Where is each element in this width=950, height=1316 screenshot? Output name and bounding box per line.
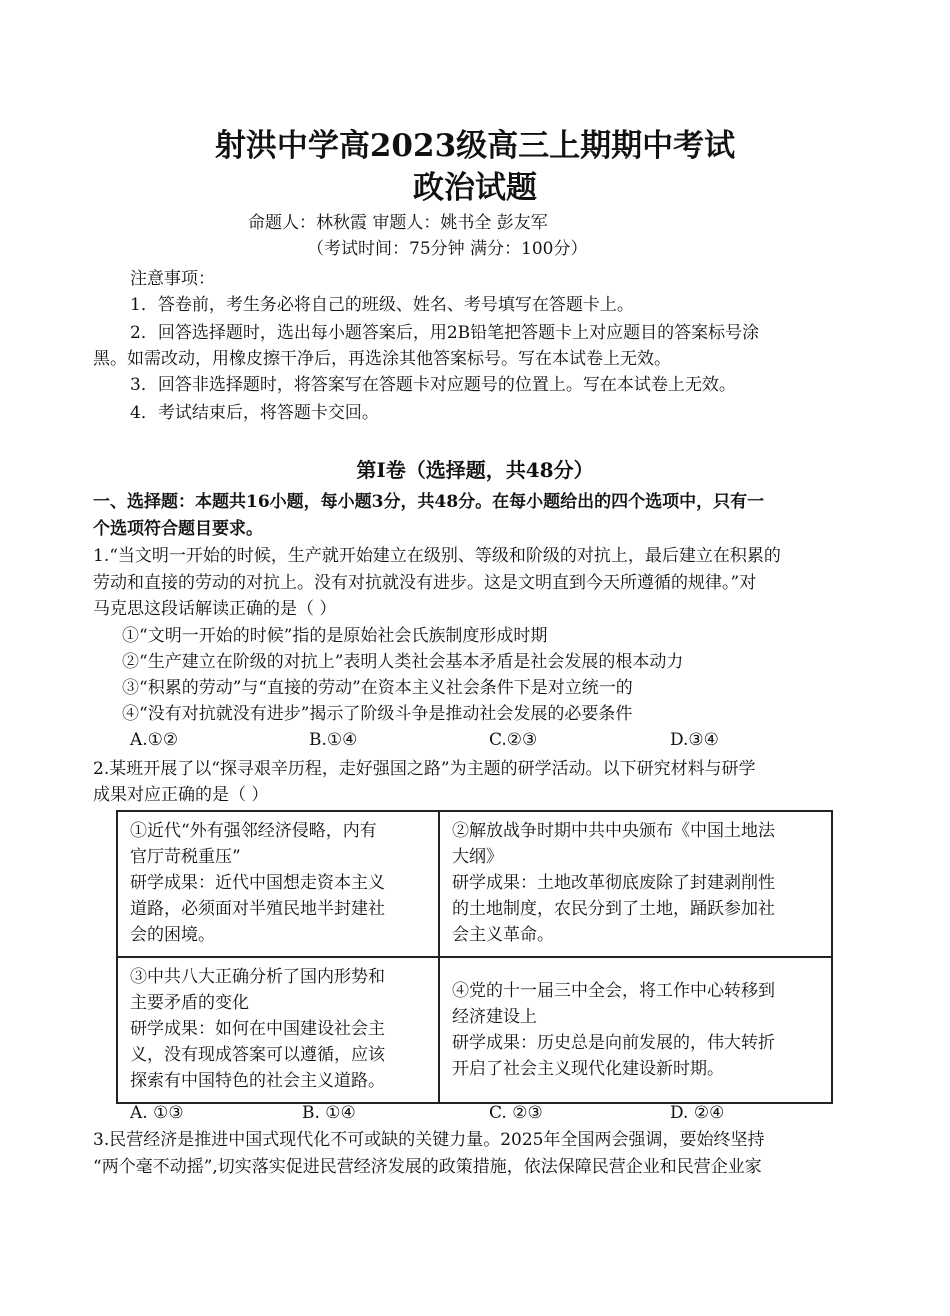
cell-text: ①近代“外有强邻经济侵略，内有 (130, 821, 377, 841)
cell-text: 研学成果：近代中国想走资本主义 (130, 873, 385, 893)
table-cell (117, 957, 439, 1103)
question-1-option-a: A.①② (130, 730, 179, 750)
notice-heading: 注意事项： (130, 269, 215, 289)
section-instruction: 一、选择题：本题共16小题，每小题3分，共48分。在每小题给出的四个选项中，只有一 (93, 492, 765, 512)
question-1-option-c: C.②③ (489, 730, 538, 750)
cell-text: 研学成果：如何在中国建设社会主 (130, 1019, 385, 1039)
exam-subject: 政治试题 (413, 170, 537, 206)
question-2-option-d: D. ②④ (670, 1103, 725, 1123)
question-2-stem: 2.某班开展了以“探寻艰辛历程，走好强国之路”为主题的研学活动。以下研究材料与研学 (93, 759, 756, 779)
question-3-stem: “两个毫不动摇”,切实落实促进民营经济发展的政策措施，依法保障民营企业和民营企业家 (93, 1157, 762, 1177)
cell-text: 道路，必须面对半殖民地半封建社 (130, 899, 385, 919)
notice-item: 3．回答非选择题时，将答案写在答题卡对应题号的位置上。写在本试卷上无效。 (130, 375, 736, 395)
section-title: 第Ⅰ卷（选择题，共48分） (356, 458, 594, 482)
table-cell (117, 811, 439, 957)
notice-item: 2．回答选择题时，选出每小题答案后，用2B铅笔把答题卡上对应题目的答案标号涂 (130, 323, 760, 343)
cell-text: 义，没有现成答案可以遵循，应该 (130, 1045, 385, 1065)
question-1-option-d: D.③④ (670, 730, 719, 750)
cell-text: 会主义革命。 (452, 925, 554, 945)
cell-text: 主要矛盾的变化 (130, 993, 249, 1013)
question-1-statement: ④“没有对抗就没有进步”揭示了阶级斗争是推动社会发展的必要条件 (122, 704, 633, 724)
table-cell (439, 957, 832, 1103)
question-2-material-table (116, 810, 833, 1104)
cell-text: ④党的十一届三中全会，将工作中心转移到 (452, 981, 775, 1001)
question-1-option-b: B.①④ (309, 730, 358, 750)
notice-item: 1．答卷前，考生务必将自己的班级、姓名、考号填写在答题卡上。 (130, 295, 634, 315)
question-1-stem: 马克思这段话解读正确的是（ ） (93, 599, 337, 619)
cell-text: 的土地制度，农民分到了土地，踊跃参加社 (452, 899, 775, 919)
notice-item: 4．考试结束后，将答题卡交回。 (130, 403, 379, 423)
exam-authors: 命题人：林秋霞 审题人：姚书全 彭友军 (248, 213, 548, 233)
question-2-stem: 成果对应正确的是（ ） (93, 785, 269, 805)
cell-text: 官厅苛税重压” (130, 847, 241, 867)
exam-info: （考试时间：75分钟 满分：100分） (307, 239, 588, 259)
question-3-stem: 3.民营经济是推进中国式现代化不可或缺的关键力量。2025年全国两会强调，要始终坚持 (93, 1130, 765, 1150)
question-1-stem: 1.“当文明一开始的时候，生产就开始建立在级别、等级和阶级的对抗上，最后建立在积累的 (93, 546, 781, 566)
cell-text: 大纲》 (452, 847, 503, 867)
cell-text: ③中共八大正确分析了国内形势和 (130, 967, 385, 987)
question-2-option-c: C. ②③ (489, 1103, 543, 1123)
cell-text: 经济建设上 (452, 1007, 537, 1027)
table-cell (439, 811, 832, 957)
exam-title: 射洪中学高2023级高三上期期中考试 (214, 128, 736, 164)
question-1-statement: ②“生产建立在阶级的对抗上”表明人类社会基本矛盾是社会发展的根本动力 (122, 652, 684, 672)
question-1-statement: ①“文明一开始的时候”指的是原始社会氏族制度形成时期 (122, 626, 548, 646)
cell-text: ②解放战争时期中共中央颁布《中国土地法 (452, 821, 775, 841)
question-2-option-a: A. ①③ (130, 1103, 184, 1123)
section-instruction: 个选项符合题目要求。 (93, 519, 263, 539)
cell-text: 会的困境。 (130, 925, 215, 945)
cell-text: 开启了社会主义现代化建设新时期。 (452, 1059, 724, 1079)
cell-text: 探索有中国特色的社会主义道路。 (130, 1071, 385, 1091)
question-1-stem: 劳动和直接的劳动的对抗上。没有对抗就没有进步。这是文明直到今天所遵循的规律。”对 (93, 573, 757, 593)
question-2-option-b: B. ①④ (302, 1103, 356, 1123)
cell-text: 研学成果：土地改革彻底废除了封建剥削性 (452, 873, 775, 893)
notice-item: 黑。如需改动，用橡皮擦干净后，再选涂其他答案标号。写在本试卷上无效。 (93, 349, 671, 369)
cell-text: 研学成果：历史总是向前发展的，伟大转折 (452, 1033, 775, 1053)
question-1-statement: ③“积累的劳动”与“直接的劳动”在资本主义社会条件下是对立统一的 (122, 678, 633, 698)
